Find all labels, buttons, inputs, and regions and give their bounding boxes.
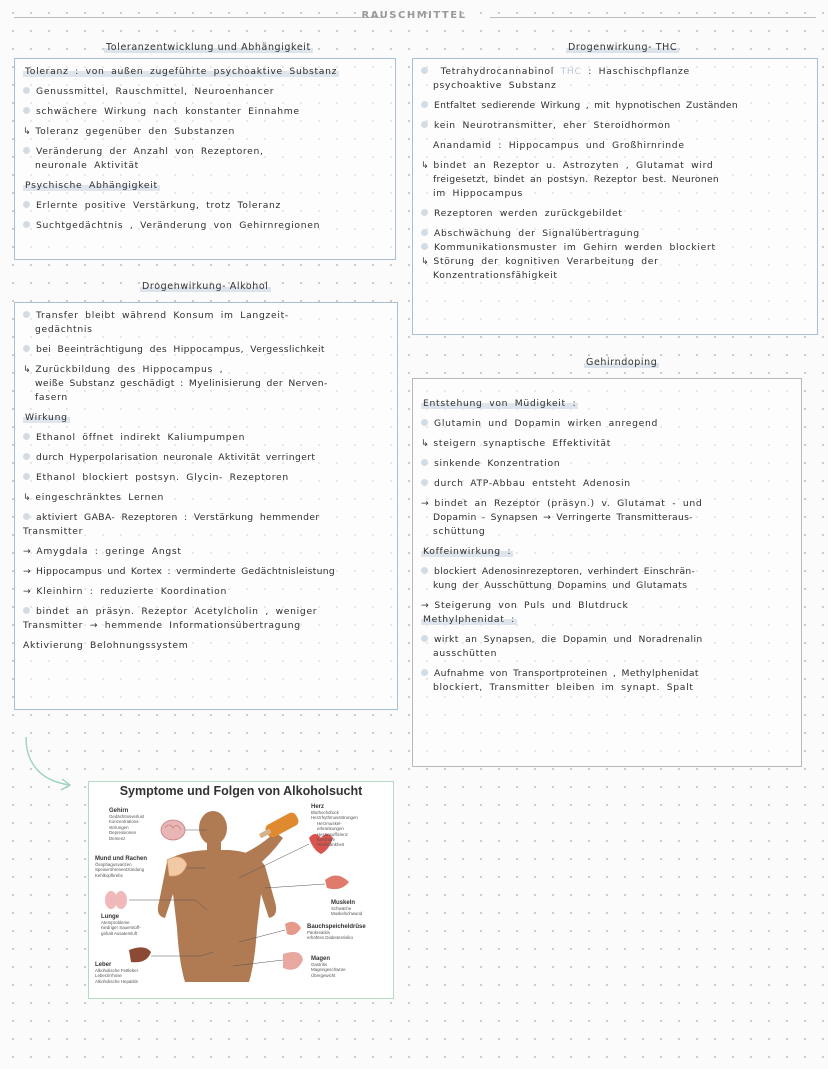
text-line: im Hippocampus — [433, 188, 524, 199]
text-line: Transmitter — [23, 526, 84, 537]
text-line: fasern — [35, 392, 68, 403]
bullet-line: Ethanol öffnet indirekt Kaliumpumpen — [23, 431, 389, 444]
arrow-line: ↳ Toleranz gegenüber den Substanzen — [23, 125, 387, 138]
bullet-line: Veränderung der Anzahl von Rezeptoren, — [23, 145, 387, 158]
brain-icon — [161, 820, 185, 840]
bullet-line: Transfer bleibt während Konsum im Langzeit- — [23, 309, 389, 322]
pancreas-icon — [285, 922, 301, 935]
arrow-line: → Kleinhirn : reduzierte Koordination — [23, 585, 389, 598]
text-line: neuronale Aktivität — [35, 160, 139, 171]
text-line: Toleranz : von außen zugeführte psychoaktive Substanz — [25, 66, 338, 77]
bullet-line: Entfaltet sedierende Wirkung , mit hypnotischen Zuständen — [421, 99, 809, 112]
text-line: Anandamid : Hippocampus und Großhirnrinde — [433, 140, 685, 151]
liver-icon — [129, 947, 151, 962]
arrow-line: → Steigerung von Puls und Blutdruck — [421, 599, 793, 612]
alcohol-infographic — [88, 781, 394, 999]
bullet-line: schwächere Wirkung nach konstanter Einnahme — [23, 105, 387, 118]
bullet-line: Glutamin und Dopamin wirken anregend — [421, 417, 793, 430]
bullet-line: wirkt an Synapsen, die Dopamin und Noradrenalin — [421, 633, 793, 646]
text-line: Transmitter → hemmende Informationsübertragung — [23, 620, 301, 631]
arrow-line: ↳ Störung der kognitiven Verarbeitung der — [421, 255, 809, 268]
text-line: kung der Ausschüttung Dopamins und Glutamats — [433, 580, 688, 591]
muscle-icon — [325, 875, 349, 889]
subheading: Methylphenidat : — [423, 614, 515, 625]
arrow-line: → Amygdala : geringe Angst — [23, 545, 389, 558]
box-alkohol — [14, 302, 398, 710]
text-line: psychoaktive Substanz — [433, 80, 557, 91]
bullet-line: kein Neurotransmitter, eher Steroidhormon — [421, 119, 809, 132]
organ-lung: Lunge Atemprobleme niedriger Sauerstoff- gehalt Ausatemluft — [101, 914, 141, 936]
subheading: Psychische Abhängigkeit — [25, 180, 158, 191]
subheading: Wirkung — [25, 412, 68, 423]
bottle-icon — [259, 811, 301, 839]
arrow-line: ↳ bindet an Rezeptor u. Astrozyten , Glutamat wird — [421, 159, 809, 172]
stomach-icon — [283, 952, 303, 970]
text-line: freigesetzt, bindet an postsyn. Rezeptor best. Neuronen — [433, 174, 720, 185]
organ-muscle: Muskeln Schwäche Muskelschwund — [331, 900, 363, 917]
bullet-line: durch ATP-Abbau entsteht Adenosin — [421, 477, 793, 490]
text-line: schüttung — [433, 526, 486, 537]
bullet-line: bindet an präsyn. Rezeptor Acetylcholin , weniger — [23, 605, 389, 618]
bullet-line: durch Hyperpolarisation neuronale Aktivität verringert — [23, 451, 389, 464]
bullet-line: Kommunikationsmuster im Gehirn werden blockiert — [421, 241, 809, 254]
bullet-line: Tetrahydrocannabinol THC : Haschischpflanze — [421, 65, 809, 78]
text-line: blockiert, Transmitter bleiben im synapt. Spalt — [433, 682, 694, 693]
bullet-line: Ethanol blockiert postsyn. Glycin- Rezeptoren — [23, 471, 389, 484]
subheading: Koffeinwirkung : — [423, 546, 512, 557]
box-toleranz — [14, 58, 396, 260]
bullet-line: aktiviert GABA- Rezeptoren : Verstärkung hemmender — [23, 511, 389, 524]
lungs-icon — [105, 891, 127, 909]
organ-stomach: Magen Gastritis Magengeschwüre Übergewicht — [311, 956, 346, 978]
curved-arrow-icon — [20, 735, 80, 795]
bullet-line: Rezeptoren werden zurückgebildet — [421, 207, 809, 220]
organ-mouth: Mund und Rachen Ösophagusvarizen Speiseröhrenentzündung Kehlkopfkrebs — [95, 856, 147, 878]
section-title-gehirndoping: Gehirndoping — [586, 357, 658, 368]
page-title: RAUSCHMITTEL — [361, 10, 467, 21]
bullet-line: bei Beeinträchtigung des Hippocampus, Vergesslichkeit — [23, 343, 389, 356]
section-title-thc: Drogenwirkung- THC — [568, 42, 678, 53]
section-title-toleranz: Toleranzentwicklung und Abhängigkeit — [106, 42, 311, 53]
bullet-line: Suchtgedächtnis , Veränderung von Gehirnregionen — [23, 219, 387, 232]
infographic-title: Symptome und Folgen von Alkoholsucht — [119, 784, 363, 798]
box-gehirndoping — [412, 378, 802, 767]
section-title-alkohol: Drogenwirkung- Alkohol — [142, 281, 269, 292]
arrow-line: ↳ steigern synaptische Effektivität — [421, 437, 793, 450]
subheading: Entstehung von Müdigkeit : — [423, 398, 577, 409]
text-line: ausschütten — [433, 648, 498, 659]
bullet-line: Abschwächung der Signalübertragung — [421, 227, 809, 240]
organ-liver: Leber Alkoholische Fettleber Leberzirrhose Alkoholische Hepatitis — [95, 962, 139, 984]
text-line: Aktivierung Belohnungssystem — [23, 640, 189, 651]
bullet-line: Genussmittel, Rauschmittel, Neuroenhancer — [23, 85, 387, 98]
organ-heart: Herz Bluthochdruck Herzrhythmusstörungen Herzmuskel- erkrankungen Herzinsuffizienz Koronare Herzkrankheit — [311, 804, 358, 848]
arrow-line: ↳ eingeschränktes Lernen — [23, 491, 389, 504]
arrow-line: → Hippocampus und Kortex : verminderte Gedächtnisleistung — [23, 565, 389, 578]
organ-pancreas: Bauchspeicheldrüse Pankreatitis erhöhtes Diabetesrisiko — [307, 924, 366, 941]
bullet-line: Aufnahme von Transportproteinen , Methylphenidat — [421, 667, 793, 680]
arrow-line: → bindet an Rezeptor (präsyn.) v. Glutamat - und — [421, 497, 793, 510]
text-line: Konzentrationsfähigkeit — [433, 270, 558, 281]
organ-brain: Gehirn Gedächtnisverlust Konzentrations- störungen Depressionen Demenz — [109, 808, 145, 841]
bullet-line: blockiert Adenosinrezeptoren, verhindert Einschrän- — [421, 565, 793, 578]
text-line: gedächtnis — [35, 324, 93, 335]
bullet-line: Erlernte positive Verstärkung, trotz Toleranz — [23, 199, 387, 212]
box-thc — [412, 58, 818, 335]
bullet-line: sinkende Konzentration — [421, 457, 793, 470]
arrow-line: ↳ Zurückbildung des Hippocampus , — [23, 363, 389, 376]
text-line: Dopamin - Synapsen → Verringerte Transmitteraus- — [433, 512, 693, 523]
text-line: weiße Substanz geschädigt : Myelinisierung der Nerven- — [35, 378, 328, 389]
